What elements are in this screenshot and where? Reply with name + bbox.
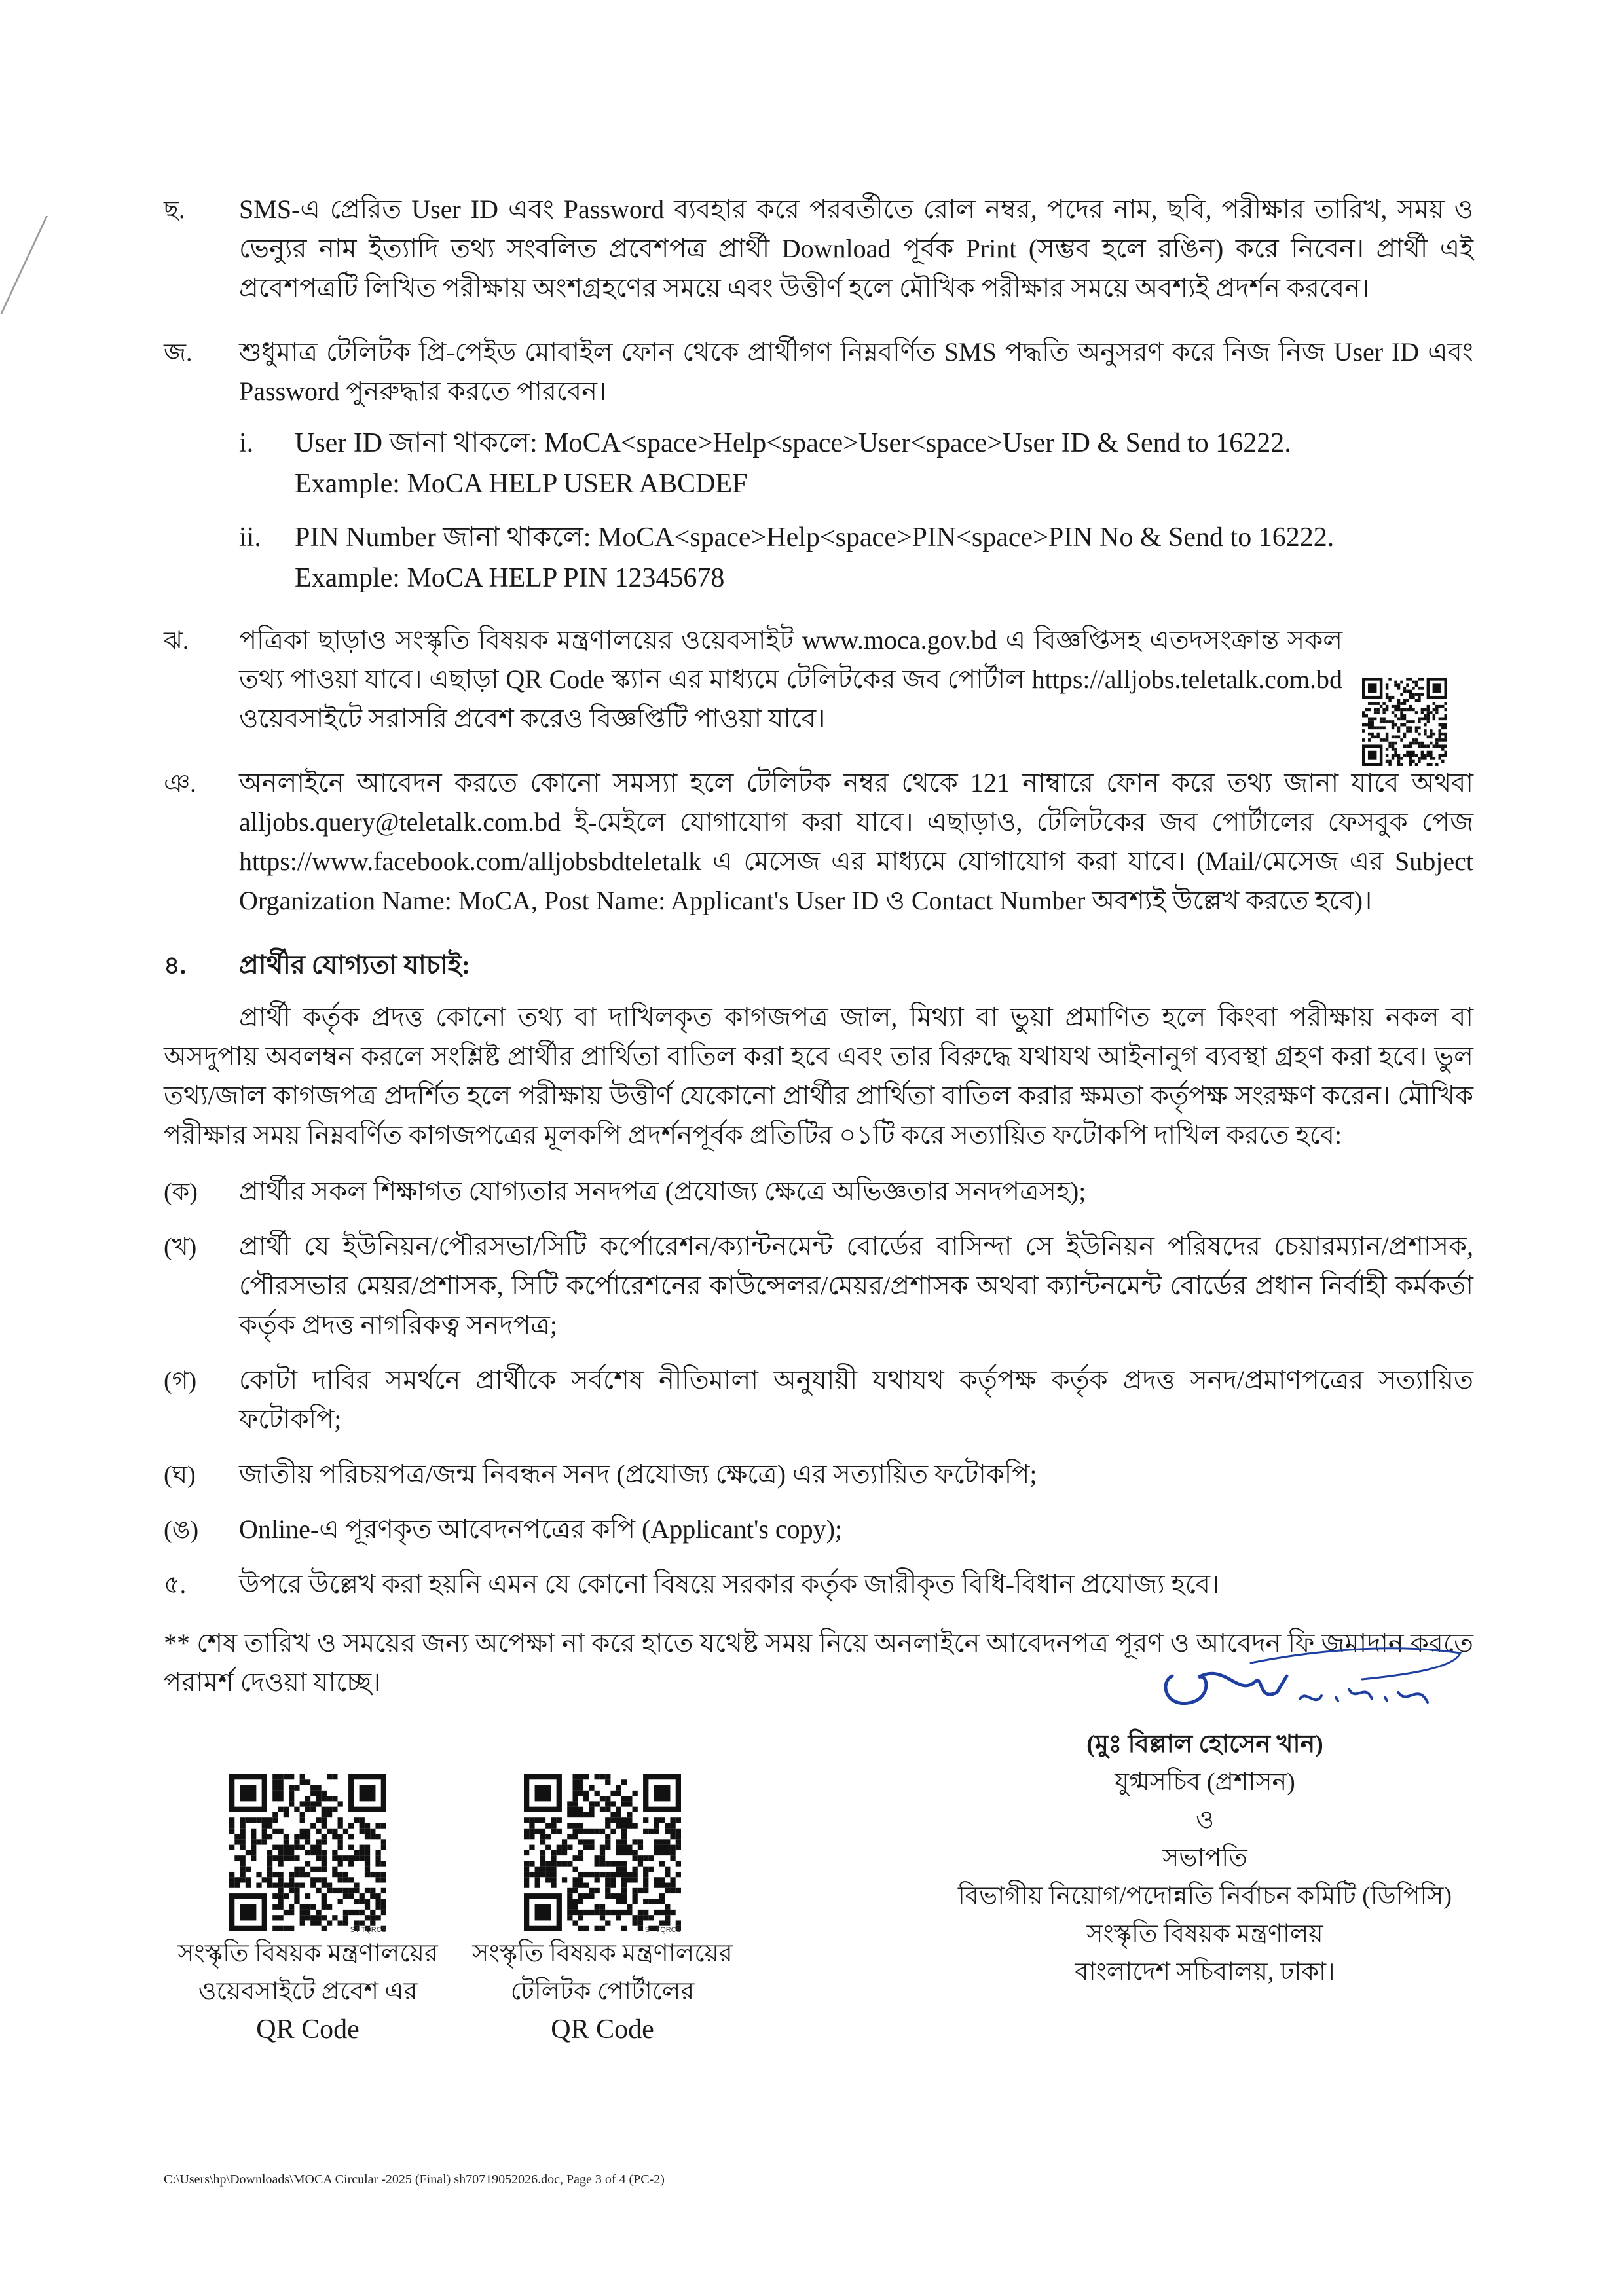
item-jha bbox=[164, 621, 1473, 738]
caption-line: সংস্কৃতি বিষয়ক মন্ত্রণালয়ের bbox=[472, 1940, 733, 1967]
list-text: প্রার্থী যে ইউনিয়ন/পৌরসভা/সিটি কর্পোরেশন/ক্যান্টনমেন্ট বোর্ডের বাসিন্দা সে ইউনিয়ন পরিষদের চেয়ারম্যান/প্রশাসক, পৌরসভার মেয়র/প্রশাসক, সিটি কর্পোরেশনের কাউন্সেলর/মেয়র/প্রশাসক অথবা ক্যান্টনমেন্ট বোর্ডের প্রধান নির্বাহী কর্মকর্তা কর্তৃক প্রদত্ত নাগরিকত্ব সনদপত্র; bbox=[239, 1231, 1473, 1339]
sms-format-line: User ID জানা থাকলে: MoCA<space>Help<space>User<space>User ID & Send to 16222. bbox=[295, 428, 1291, 458]
sms-format-line: PIN Number জানা থাকলে: MoCA<space>Help<space>PIN<space>PIN No & Send to 16222. bbox=[295, 522, 1335, 553]
sub-item-i bbox=[164, 423, 1473, 504]
signatory-conjunction: ও bbox=[1196, 1806, 1214, 1834]
doc-list-item bbox=[164, 1510, 1473, 1549]
list-text: প্রার্থীর সকল শিক্ষাগত যোগ্যতার সনদপত্র (প্রযোজ্য ক্ষেত্রে অভিজ্ঞতার সনদপত্রসহ); bbox=[239, 1176, 1086, 1206]
caption-line: QR Code bbox=[551, 2014, 654, 2045]
item-chha bbox=[164, 190, 1473, 308]
item-text: শুধুমাত্র টেলিটক প্রি-পেইড মোবাইল ফোন থেকে প্রার্থীগণ নিম্নবর্ণিত SMS পদ্ধতি অনুসরণ করে নিজ নিজ User ID এবং Password পুনরুদ্ধার করতে পারবেন। bbox=[239, 337, 1473, 406]
list-mark: (গ) bbox=[164, 1367, 197, 1394]
list-mark: (ঙ) bbox=[164, 1516, 199, 1544]
document-body bbox=[164, 190, 1473, 1702]
section-mark: ৪. bbox=[164, 952, 187, 979]
caption-line: টেলিটক পোর্টালের bbox=[510, 1978, 695, 2005]
item-mark: ঝ. bbox=[164, 627, 189, 655]
advisory-note: ** শেষ তারিখ ও সময়ের জন্য অপেক্ষা না করে হাতে যথেষ্ট সময় নিয়ে অনলাইনে আবেদনপত্র পূরণ ও আবেদন ফি জমাদান করতে পরামর্শ দেওয়া যাচ্ছে। bbox=[164, 1628, 1473, 1697]
signatory-address: বাংলাদেশ সচিবালয়, ঢাকা। bbox=[1075, 1958, 1335, 1986]
caption-line: ওয়েবসাইটে প্রবেশ এর bbox=[198, 1978, 418, 2005]
doc-list-item bbox=[164, 1227, 1473, 1345]
doc-list-item bbox=[164, 1360, 1473, 1439]
item-mark: জ. bbox=[164, 339, 193, 367]
qr-caption-website bbox=[164, 1935, 452, 2049]
qr-caption-portal bbox=[458, 1935, 747, 2049]
item-text: অনলাইনে আবেদন করতে কোনো সমস্যা হলে টেলিটক নম্বর থেকে 121 নাম্বারে ফোন করে তথ্য জানা যাবে অথবা alljobs.query@teletalk.com.bd ই-মেইলে যোগাযোগ করা যাবে। এছাড়াও, টেলিটকের জব পোর্টালের ফেসবুক পেজ https://www.facebook.com/alljobsbdteletalk এ মেসেজ এর মাধ্যমে যোগাযোগ করা যাবে। (Mail/মেসেজ এর Subject Organization Name: MoCA, Post Name: Applicant's User ID ও Contact Number অবশ্যই উল্লেখ করতে হবে)। bbox=[239, 768, 1473, 915]
moca-website-qr-code-icon bbox=[229, 1774, 386, 1934]
list-text: Online-এ পূরণকৃত আবেদনপত্রের কপি (Applicant's copy); bbox=[239, 1514, 843, 1544]
list-text: কোটা দাবির সমর্থনে প্রার্থীকে সর্বশেষ নীতিমালা অনুযায়ী যথাযথ কর্তৃপক্ষ কর্তৃক প্রদত্ত সনদ/প্রমাণপত্রের সত্যায়িত ফটোকপি; bbox=[239, 1365, 1473, 1434]
item-mark: ঞ. bbox=[164, 770, 196, 797]
signatory-name: (মুঃ বিল্লাল হোসেন খান) bbox=[1086, 1730, 1323, 1758]
section-4-heading bbox=[164, 945, 1473, 985]
section-mark: ৫. bbox=[164, 1571, 187, 1599]
list-text: জাতীয় পরিচয়পত্র/জন্ম নিবন্ধন সনদ (প্রযোজ্য ক্ষেত্রে) এর সত্যায়িত ফটোকপি; bbox=[239, 1459, 1037, 1489]
signatory-designation: যুগ্মসচিব (প্রশাসন) bbox=[1115, 1768, 1295, 1796]
file-path-footer: C:\Users\hp\Downloads\MOCA Circular -2025 (Final) sh70719052026.doc, Page 3 of 4 (PC-2) bbox=[164, 2172, 665, 2187]
item-mark: ছ. bbox=[164, 196, 185, 224]
list-mark: (ক) bbox=[164, 1178, 198, 1206]
list-mark: (ঘ) bbox=[164, 1461, 196, 1489]
list-mark: (খ) bbox=[164, 1233, 197, 1261]
signatory-role: সভাপতি bbox=[1162, 1844, 1247, 1872]
sub-item-mark: i. bbox=[239, 428, 254, 458]
section-title: প্রার্থীর যোগ্যতা যাচাই: bbox=[239, 950, 471, 979]
section-4-paragraph: প্রার্থী কর্তৃক প্রদত্ত কোনো তথ্য বা দাখিলকৃত কাগজপত্র জাল, মিথ্যা বা ভুয়া প্রমাণিত হলে কিংবা পরীক্ষায় নকল বা অসদুপায় অবলম্বন করলে সংশ্লিষ্ট প্রার্থীর প্রার্থিতা বাতিল করা হবে এবং তার বিরুদ্ধে যথাযথ আইনানুগ ব্যবস্থা গ্রহণ করা হবে। ভুল তথ্য/জাল কাগজপত্র প্রদর্শিত হলে পরীক্ষায় উত্তীর্ণ যেকোনো প্রার্থীর প্রার্থিতা বাতিল করার ক্ষমতা কর্তৃপক্ষ সংরক্ষণ করেন। মৌখিক পরীক্ষার সময় নিম্নবর্ণিত কাগজপত্রের মূলকপি প্রদর্শনপূর্বক প্রতিটির ০১টি করে সত্যায়িত ফটোকপি দাখিল করতে হবে: bbox=[164, 1002, 1473, 1150]
item-text: SMS-এ প্রেরিত User ID এবং Password ব্যবহার করে পরবর্তীতে রোল নম্বর, পদের নাম, ছবি, পরীক্ষার তারিখ, সময় ও ভেন্যুর নাম ইত্যাদি তথ্য সংবলিত প্রবেশপত্র প্রার্থী Download পূর্বক Print (সম্ভব হলে রঙিন) করে নিবেন। প্রার্থী এই প্রবেশপত্রটি লিখিত পরীক্ষায় অংশগ্রহণের সময়ে এবং উত্তীর্ণ হলে মৌখিক পরীক্ষার সময়ে অবশ্যই প্রদর্শন করবেন। bbox=[239, 194, 1473, 302]
caption-line: সংস্কৃতি বিষয়ক মন্ত্রণালয়ের bbox=[177, 1940, 438, 1967]
qr-tag: ST TQRCS bbox=[350, 1926, 386, 1934]
section-text: উপরে উল্লেখ করা হয়নি এমন যে কোনো বিষয়ে সরকার কর্তৃক জারীকৃত বিধি-বিধান প্রযোজ্য হবে। bbox=[239, 1569, 1220, 1599]
signature-block bbox=[917, 1725, 1493, 1991]
section-5 bbox=[164, 1565, 1473, 1604]
item-ja bbox=[164, 333, 1473, 411]
sms-example-line: Example: MoCA HELP PIN 12345678 bbox=[295, 563, 725, 593]
caption-line: QR Code bbox=[256, 2014, 360, 2045]
teletalk-portal-qr-code-icon bbox=[524, 1774, 681, 1934]
signatory-ministry: সংস্কৃতি বিষয়ক মন্ত্রণালয় bbox=[1086, 1920, 1323, 1948]
qr-tag: ST TQRCS bbox=[644, 1926, 681, 1934]
signatory-committee: বিভাগীয় নিয়োগ/পদোন্নতি নির্বাচন কমিটি (ডিপিসি) bbox=[957, 1882, 1452, 1910]
item-text: পত্রিকা ছাড়াও সংস্কৃতি বিষয়ক মন্ত্রণালয়ের ওয়েবসাইট www.moca.gov.bd এ বিজ্ঞপ্তিসহ এতদসংক্রান্ত সকল তথ্য পাওয়া যাবে। এছাড়া QR Code স্ক্যান এর মাধ্যমে টেলিটকের জব পোর্টাল https://alljobs.teletalk.com.bd ওয়েবসাইটে সরাসরি প্রবেশ করেও বিজ্ঞপ্তিটি পাওয়া যাবে। bbox=[239, 625, 1342, 733]
doc-list-item bbox=[164, 1172, 1473, 1211]
doc-list-item bbox=[164, 1455, 1473, 1494]
sms-example-line: Example: MoCA HELP USER ABCDEF bbox=[295, 469, 748, 499]
scan-edge-mark bbox=[0, 216, 48, 314]
sub-item-ii bbox=[164, 517, 1473, 598]
item-nya bbox=[164, 763, 1473, 920]
sub-item-mark: ii. bbox=[239, 522, 261, 553]
qr-code-icon bbox=[1362, 678, 1447, 766]
